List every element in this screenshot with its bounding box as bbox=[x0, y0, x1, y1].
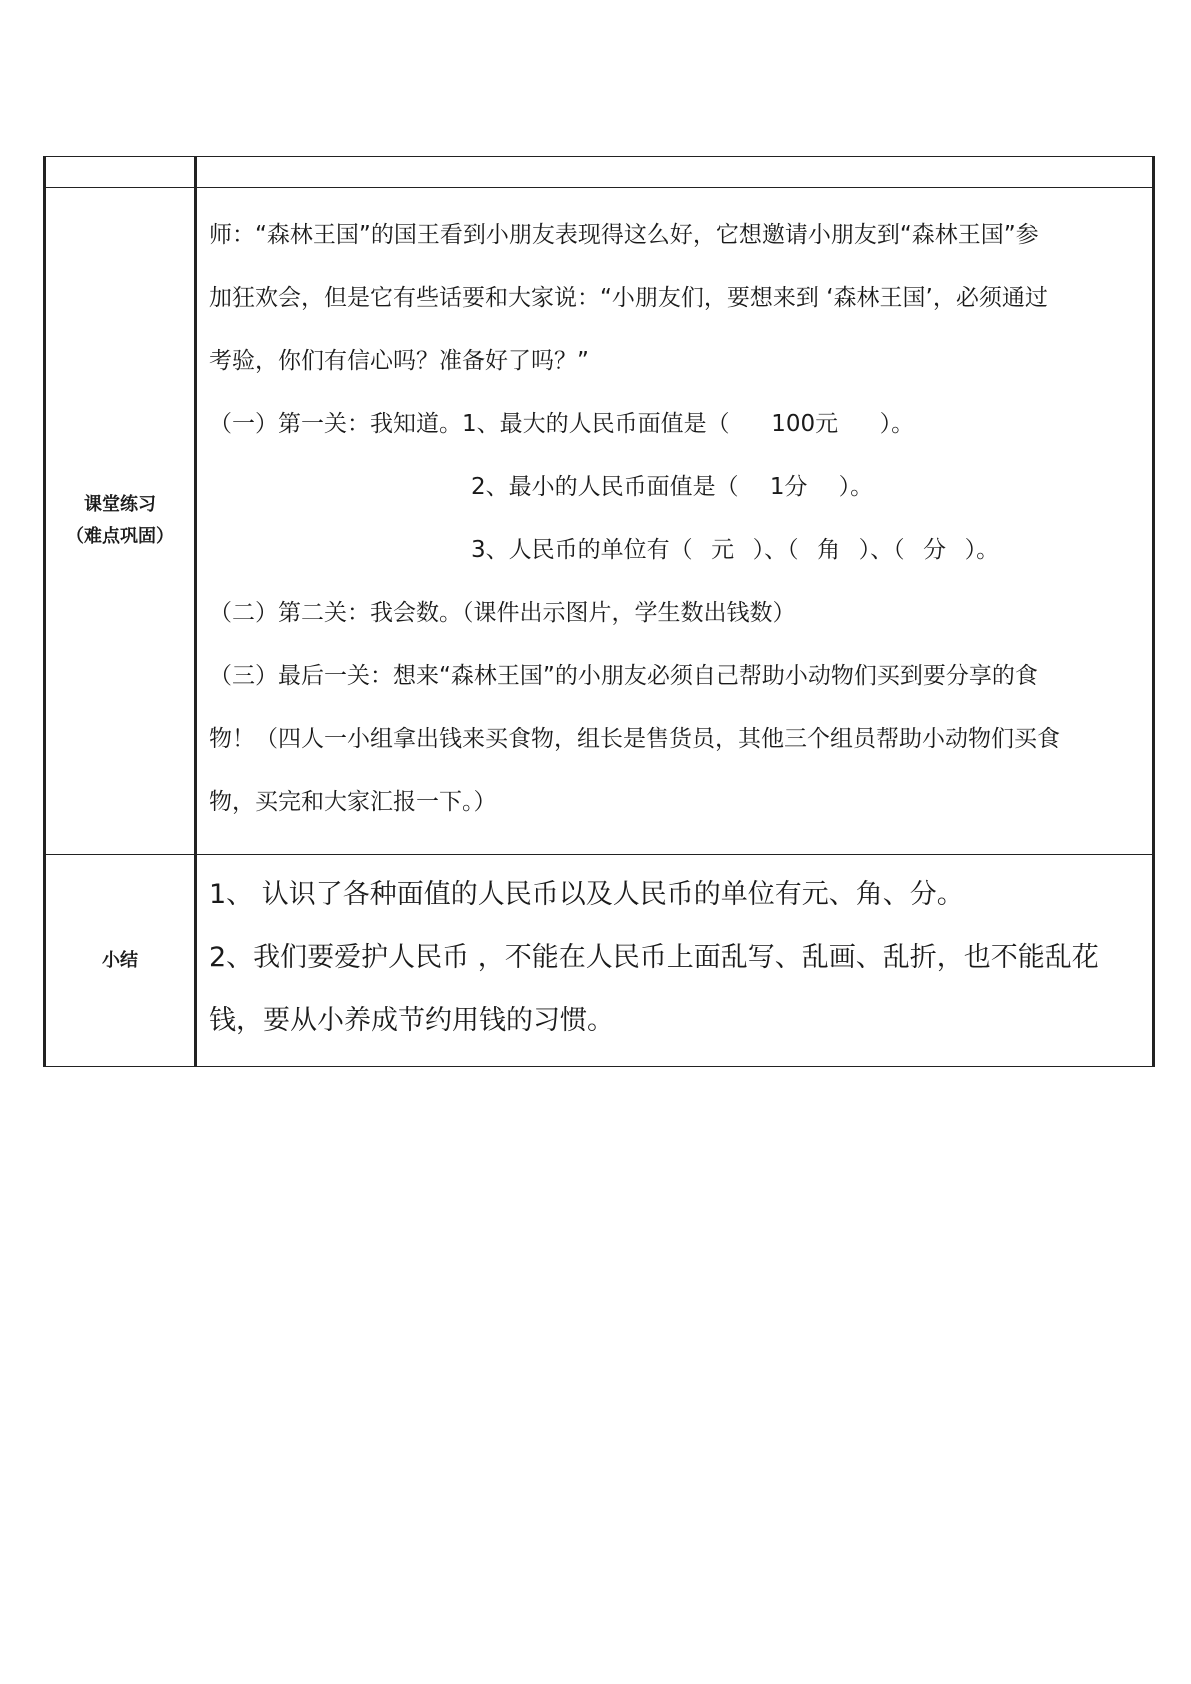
q3-separator-1: ）、（ bbox=[752, 537, 799, 563]
q2-prefix: 2、最小的人民币面值是（ bbox=[471, 474, 739, 500]
practice-content-cell bbox=[196, 188, 1154, 855]
level3-line-2: 物！（四人一小组拿出钱来买食物，组长是售货员，其他三个组员帮助小动物们买食 bbox=[209, 726, 1060, 752]
level2-line: （二）第二关：我会数。（课件出示图片，学生数出钱数） bbox=[209, 600, 796, 626]
practice-label-main: 课堂练习 bbox=[84, 494, 156, 515]
q3-prefix: 3、人民币的单位有（ bbox=[471, 537, 693, 563]
summary-label: 小结 bbox=[102, 949, 138, 971]
q3-answer-jiao: 角 bbox=[817, 537, 841, 563]
level1-answer: 100元 bbox=[771, 411, 839, 437]
level1-prefix: （一）第一关：我知道。1、最大的人民币面值是（ bbox=[209, 411, 730, 437]
q2-answer: 1分 bbox=[769, 474, 808, 500]
table-row-header-empty bbox=[45, 157, 1154, 188]
q3-answer-yuan: 元 bbox=[711, 537, 735, 563]
intro-line-1: 师：“森林王国”的国王看到小朋友表现得这么好，它想邀请小朋友到“森林王国”参 bbox=[209, 222, 1039, 248]
empty-right-cell bbox=[196, 157, 1154, 188]
q3-separator-2: ）、（ bbox=[858, 537, 905, 563]
empty-left-cell bbox=[45, 157, 196, 188]
table-row-summary bbox=[45, 855, 1154, 1067]
level3-line-1: （三）最后一关：想来“森林王国”的小朋友必须自己帮助小动物们买到要分享的食 bbox=[209, 663, 1038, 689]
lesson-plan-table bbox=[43, 156, 1155, 1067]
practice-label-sub: （难点巩固） bbox=[66, 526, 174, 547]
intro-line-2: 加狂欢会，但是它有些话要和大家说：“小朋友们，要想来到 ‘森林王国’，必须通过 bbox=[209, 285, 1048, 311]
table-row-practice bbox=[45, 188, 1154, 855]
summary-line-2: 2、我们要爱护人民币 ，不能在人民币上面乱写、乱画、乱折，也不能乱花 bbox=[209, 942, 1099, 973]
summary-content-cell bbox=[196, 855, 1154, 1067]
summary-line-1: 1、 认识了各种面值的人民币以及人民币的单位有元、角、分。 bbox=[209, 879, 964, 910]
summary-line-3: 钱，要从小养成节约用钱的习惯。 bbox=[209, 1005, 614, 1036]
q2-suffix: ）。 bbox=[838, 474, 874, 500]
level1-question-2 bbox=[209, 456, 1138, 519]
practice-label-cell bbox=[45, 188, 196, 855]
level1-suffix: ）。 bbox=[879, 411, 915, 437]
summary-label-cell bbox=[45, 855, 196, 1067]
q3-answer-fen: 分 bbox=[923, 537, 947, 563]
q3-suffix: ）。 bbox=[964, 537, 1000, 563]
level1-question-1 bbox=[209, 393, 1138, 456]
level3-line-3: 物，买完和大家汇报一下。） bbox=[209, 789, 497, 815]
level1-question-3 bbox=[209, 519, 1138, 582]
intro-line-3: 考验，你们有信心吗？准备好了吗？” bbox=[209, 348, 589, 374]
